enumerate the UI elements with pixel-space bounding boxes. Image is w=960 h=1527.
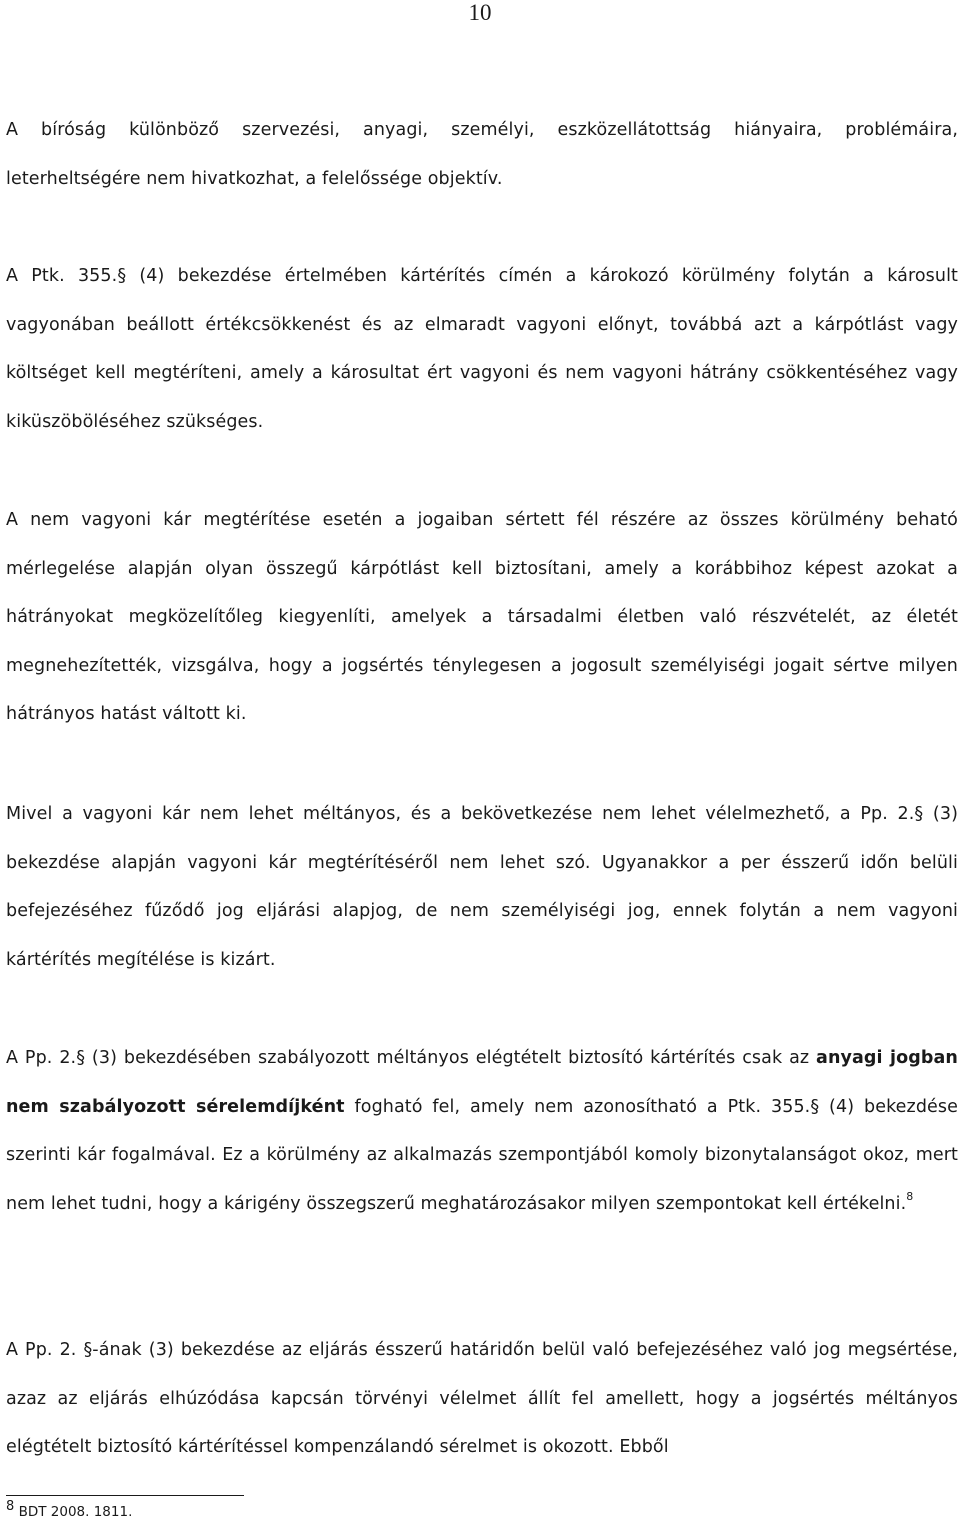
paragraph-pp-2-reasoning: Mivel a vagyoni kár nem lehet méltányos, és a bekövetkezése nem lehet vélelmezhető, a Pp. 2.§ (3) bekezdése alapján vagyoni kár megtérítéséről nem lehet szó. Ugyanakkor a per ésszerű időn belüli befejezéséhez fűződő jog eljárási alapjog, de nem személyiségi jog, ennek folytán a nem vagyoni kártérítés megítélése is kizárt. (6, 804, 958, 970)
paragraph-non-pecuniary-damage: A nem vagyoni kár megtérítése esetén a jogaiban sértett fél részére az összes körülmény beható mérlegelése alapján olyan összegű kárpótlást kell biztosítani, amely a korábbihoz képest azokat a hátrányokat megközelítőleg kiegyenlíti, amelyek a társadalmi életben való részvételét, az életét megnehezítették, vizsgálva, hogy a jogsértés ténylegesen a jogosult személyiségi jogait sértve milyen hátrányos hatást váltott ki. (6, 510, 958, 725)
footnote (6, 1498, 133, 1523)
footnote-number: 8 (6, 1498, 15, 1514)
footnote-divider (6, 1495, 244, 1496)
footnote-text: BDT 2008. 1811. (18, 1504, 133, 1520)
paragraph-text: fogható fel, amely nem azonosítható a Ptk. 355.§ (4) bekezdése szerinti kár fogalmával. Ez a körülmény az alkalmazás szempontjából komoly bizonytalanságot okoz, mert nem lehet tudni, hogy a kárigény összegszerű meghatározásakor milyen szempontokat kell értékelni. (6, 1096, 958, 1214)
footnote-reference[interactable]: 8 (906, 1189, 914, 1203)
paragraph-court-liability: A bíróság különböző szervezési, anyagi, személyi, eszközellátottság hiányaira, problémáira, leterheltségére nem hivatkozhat, a felelőssége objektív. (6, 120, 958, 189)
page-number: 10 (468, 0, 492, 25)
emphasized-phrase: anyagi jogban nem szabályozott sérelemdíjként (6, 1048, 958, 1117)
paragraph-pp-2-compensation (6, 1034, 958, 1228)
paragraph-ptk-355: A Ptk. 355.§ (4) bekezdése értelmében kártérítés címén a károkozó körülmény folytán a károsult vagyonában beállott értékcsökkenést és az elmaradt vagyoni előnyt, továbbá azt a kárpótlást vagy költséget kell megtéríteni, amely a károsultat ért vagyoni és nem vagyoni hátrány csökkentéséhez vagy kiküszöböléséhez szükséges. (6, 266, 958, 432)
paragraph-pp-2-presumption: A Pp. 2. §-ának (3) bekezdése az eljárás ésszerű határidőn belül való befejezéséhez való jog megsértése, azaz az eljárás elhúzódása kapcsán törvényi vélelmet állít fel amellett, hogy a jogsértés méltányos elégtételt biztosító kártérítéssel kompenzálandó sérelmet is okozott. Ebből (6, 1340, 958, 1458)
paragraph-text: A Pp. 2.§ (3) bekezdésében szabályozott méltányos elégtételt biztosító kártérítés csak az (6, 1048, 817, 1068)
